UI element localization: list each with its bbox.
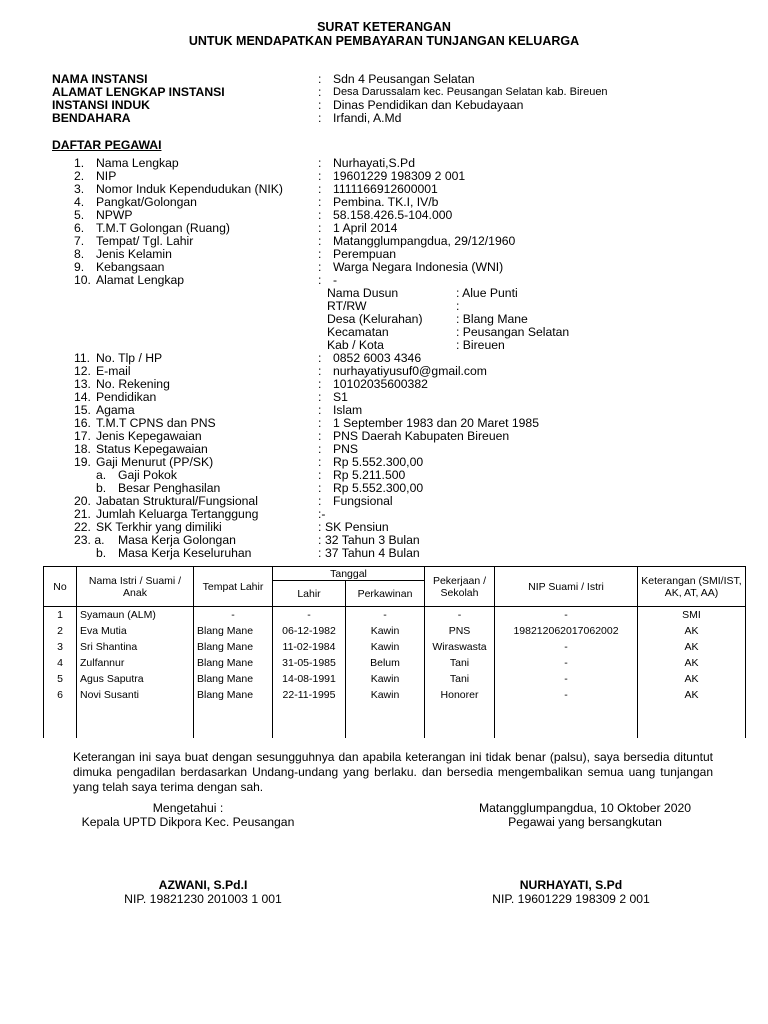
table-row	[44, 687, 746, 703]
colon: :-	[318, 507, 326, 521]
header-perkawinan: Perkawinan	[346, 581, 425, 607]
cell-pekerjaan: -	[425, 607, 495, 624]
cell-perkawinan: Kawin	[346, 687, 425, 703]
item-value: nurhayatiyusuf0@gmail.com	[333, 364, 487, 378]
cell-perkawinan: Kawin	[346, 671, 425, 687]
statement-paragraph: Keterangan ini saya buat dengan sesungguhnya dan apabila keterangan ini tidak benar (palsu), saya bersedia dituntut dimuka pengadilan berdasarkan Undang-undang yang berlaku. dan bersedia mengembalikan semua uang tunjangan yang telah saya terima dengan sah.	[73, 750, 713, 794]
header-nama: Nama Istri / Suami / Anak	[77, 567, 194, 607]
cell-nip: -	[495, 687, 638, 703]
cell-lahir: 06-12-1982	[273, 623, 346, 639]
cell-keterangan: SMI	[638, 607, 746, 624]
cell-keterangan: AK	[638, 687, 746, 703]
item-value: Rp 5.552.300,00	[333, 481, 424, 495]
colon: :	[318, 85, 322, 99]
item-number: b.	[96, 481, 107, 495]
table-row	[44, 655, 746, 671]
item-label: Pendidikan	[96, 390, 157, 404]
item-value: 32 Tahun 3 Bulan	[325, 533, 420, 547]
instansi-value: Desa Darussalam kec. Peusangan Selatan kab. Bireuen	[333, 86, 608, 98]
item-value: PNS Daerah Kabupaten Bireuen	[333, 429, 510, 443]
item-value: Nurhayati,S.Pd	[333, 156, 415, 170]
cell-nama: Agus Saputra	[77, 671, 194, 687]
item-value: 19601229 198309 2 001	[333, 169, 466, 183]
item-label: T.M.T CPNS dan PNS	[96, 416, 216, 430]
colon: :	[318, 546, 322, 560]
cell-nama: Eva Mutia	[77, 623, 194, 639]
item-label: Nama Lengkap	[96, 156, 179, 170]
item-value: Pembina. TK.I, IV/b	[333, 195, 439, 209]
sign-right-nip: NIP. 19601229 198309 2 001	[492, 892, 650, 906]
table-filler-row	[44, 703, 746, 738]
colon: :	[318, 221, 322, 235]
cell-nip: 198212062017062002	[495, 623, 638, 639]
item-label: T.M.T Golongan (Ruang)	[96, 221, 230, 235]
colon: :	[318, 520, 322, 534]
cell-pekerjaan: Honorer	[425, 687, 495, 703]
table-row	[44, 623, 746, 639]
item-label: Jenis Kelamin	[96, 247, 172, 261]
cell-pekerjaan: PNS	[425, 623, 495, 639]
instansi-row	[0, 112, 768, 125]
cell-pekerjaan: Wiraswasta	[425, 639, 495, 655]
item-number: a.	[96, 468, 107, 482]
colon: :	[318, 351, 322, 365]
item-value: Rp 5.552.300,00	[333, 455, 424, 469]
item-label: Besar Penghasilan	[118, 481, 221, 495]
item-number: 10.	[74, 273, 91, 287]
colon: :	[318, 195, 322, 209]
item-value: 58.158.426.5-104.000	[333, 208, 453, 222]
cell-perkawinan: -	[346, 607, 425, 624]
colon: :	[318, 533, 322, 547]
colon: :	[318, 429, 322, 443]
item-number: 9.	[74, 260, 85, 274]
item-label: Masa Kerja Golongan	[118, 533, 236, 547]
alamat-value: :	[456, 299, 460, 313]
colon: :	[318, 273, 322, 287]
colon: :	[318, 72, 322, 86]
alamat-label: RT/RW	[327, 299, 367, 313]
item-label: Jabatan Struktural/Fungsional	[96, 494, 258, 508]
cell-keterangan: AK	[638, 655, 746, 671]
pegawai-row	[0, 547, 768, 560]
family-table	[43, 566, 746, 738]
item-label: Jumlah Keluarga Tertanggung	[96, 507, 259, 521]
instansi-label: INSTANSI INDUK	[52, 98, 150, 112]
cell-pekerjaan: Tani	[425, 655, 495, 671]
cell-lahir: 11-02-1984	[273, 639, 346, 655]
item-label: Pangkat/Golongan	[96, 195, 197, 209]
item-value: -	[333, 273, 338, 287]
cell-tempat: Blang Mane	[194, 671, 273, 687]
item-number: 5.	[74, 208, 85, 222]
alamat-value: : Blang Mane	[456, 312, 528, 326]
cell-nip: -	[495, 671, 638, 687]
colon: :	[318, 364, 322, 378]
daftar-pegawai-heading: DAFTAR PEGAWAI	[52, 138, 162, 152]
item-value: PNS	[333, 442, 359, 456]
alamat-value: : Bireuen	[456, 338, 505, 352]
table-row	[44, 607, 746, 624]
colon: :	[318, 156, 322, 170]
alamat-label: Kecamatan	[327, 325, 389, 339]
cell-perkawinan: Belum	[346, 655, 425, 671]
item-number: 18.	[74, 442, 91, 456]
instansi-value: Sdn 4 Peusangan Selatan	[333, 72, 475, 86]
item-label: No. Rekening	[96, 377, 170, 391]
item-label: NPWP	[96, 208, 133, 222]
cell-no: 6	[44, 687, 77, 703]
item-number: 16.	[74, 416, 91, 430]
item-number: 19.	[74, 455, 91, 469]
cell-perkawinan: Kawin	[346, 639, 425, 655]
sign-right-line1: Matangglumpangdua, 10 Oktober 2020	[478, 801, 692, 815]
item-number: 6.	[74, 221, 85, 235]
item-number: 14.	[74, 390, 91, 404]
colon: :	[318, 208, 322, 222]
colon: :	[318, 182, 322, 196]
cell-no: 4	[44, 655, 77, 671]
item-value: 1 September 1983 dan 20 Maret 1985	[333, 416, 539, 430]
item-value: 1111166912600001	[333, 182, 438, 196]
item-number: 7.	[74, 234, 85, 248]
sign-right-line2: Pegawai yang bersangkutan	[508, 815, 662, 829]
item-number: 22.	[74, 520, 91, 534]
colon: :	[318, 390, 322, 404]
colon: :	[318, 403, 322, 417]
cell-nama: Syamaun (ALM)	[77, 607, 194, 624]
item-number: 11.	[74, 351, 91, 365]
cell-no: 1	[44, 607, 77, 624]
item-number: 3.	[74, 182, 85, 196]
item-number: 12.	[74, 364, 91, 378]
colon: :	[318, 442, 322, 456]
item-value: 37 Tahun 4 Bulan	[325, 546, 420, 560]
cell-lahir: -	[273, 607, 346, 624]
item-label: SK Terkhir yang dimiliki	[96, 520, 222, 534]
item-label: E-mail	[96, 364, 131, 378]
cell-nip: -	[495, 607, 638, 624]
header-no: No	[44, 567, 77, 607]
item-label: Agama	[96, 403, 135, 417]
cell-tempat: Blang Mane	[194, 639, 273, 655]
colon: :	[318, 169, 322, 183]
sign-left-line2: Kepala UPTD Dikpora Kec. Peusangan	[81, 815, 295, 829]
item-label: Tempat/ Tgl. Lahir	[96, 234, 194, 248]
table-row	[44, 639, 746, 655]
item-number: b.	[96, 546, 107, 560]
header-nip: NIP Suami / Istri	[495, 567, 638, 607]
cell-no: 3	[44, 639, 77, 655]
sign-left-line1: Mengetahui :	[152, 801, 224, 815]
item-value: S1	[333, 390, 348, 404]
sign-left-name: AZWANI, S.Pd.I	[158, 878, 248, 892]
cell-tempat: Blang Mane	[194, 623, 273, 639]
item-value: 1 April 2014	[333, 221, 398, 235]
instansi-label: NAMA INSTANSI	[52, 72, 148, 86]
cell-keterangan: AK	[638, 639, 746, 655]
instansi-value: Irfandi, A.Md	[333, 111, 402, 125]
item-value: SK Pensiun	[325, 520, 389, 534]
item-number: 4.	[74, 195, 85, 209]
item-number: 15.	[74, 403, 91, 417]
item-value: Warga Negara Indonesia (WNI)	[333, 260, 504, 274]
item-value: Rp 5.211.500	[333, 468, 406, 482]
cell-no: 5	[44, 671, 77, 687]
item-label: Gaji Pokok	[118, 468, 177, 482]
alamat-value: : Alue Punti	[456, 286, 518, 300]
alamat-label: Desa (Kelurahan)	[327, 312, 423, 326]
table-row	[44, 671, 746, 687]
item-number: 2.	[74, 169, 85, 183]
cell-no: 2	[44, 623, 77, 639]
item-number: 1.	[74, 156, 85, 170]
colon: :	[318, 377, 322, 391]
cell-nip: -	[495, 655, 638, 671]
item-number: 23. a.	[74, 533, 105, 547]
item-number: 20.	[74, 494, 91, 508]
cell-lahir: 22-11-1995	[273, 687, 346, 703]
colon: :	[318, 468, 322, 482]
colon: :	[318, 234, 322, 248]
item-label: Jenis Kepegawaian	[96, 429, 202, 443]
cell-nama: Zulfannur	[77, 655, 194, 671]
document-title: SURAT KETERANGAN	[317, 20, 451, 34]
colon: :	[318, 111, 322, 125]
colon: :	[318, 416, 322, 430]
item-label: Alamat Lengkap	[96, 273, 185, 287]
item-value: Perempuan	[333, 247, 397, 261]
item-value: Islam	[333, 403, 363, 417]
item-label: No. Tlp / HP	[96, 351, 163, 365]
header-keterangan: Keterangan (SMI/IST, AK, AT, AA)	[638, 567, 746, 607]
cell-lahir: 31-05-1985	[273, 655, 346, 671]
alamat-label: Kab / Kota	[327, 338, 384, 352]
cell-nama: Sri Shantina	[77, 639, 194, 655]
item-value: Fungsional	[333, 494, 393, 508]
colon: :	[318, 98, 322, 112]
cell-nip: -	[495, 639, 638, 655]
header-tanggal: Tanggal	[273, 567, 425, 581]
cell-pekerjaan: Tani	[425, 671, 495, 687]
instansi-label: ALAMAT LENGKAP INSTANSI	[52, 85, 225, 99]
header-tempat-lahir: Tempat Lahir	[194, 567, 273, 607]
item-label: Status Kepegawaian	[96, 442, 208, 456]
header-lahir: Lahir	[273, 581, 346, 607]
colon: :	[318, 494, 322, 508]
cell-tempat: Blang Mane	[194, 655, 273, 671]
item-number: 21.	[74, 507, 91, 521]
sign-left-nip: NIP. 19821230 201003 1 001	[124, 892, 282, 906]
item-number: 17.	[74, 429, 91, 443]
alamat-row	[0, 287, 768, 300]
alamat-label: Nama Dusun	[327, 286, 399, 300]
cell-nama: Novi Susanti	[77, 687, 194, 703]
item-label: Masa Kerja Keseluruhan	[118, 546, 252, 560]
cell-tempat: Blang Mane	[194, 687, 273, 703]
item-number: 13.	[74, 377, 91, 391]
cell-lahir: 14-08-1991	[273, 671, 346, 687]
instansi-value: Dinas Pendidikan dan Kebudayaan	[333, 98, 524, 112]
item-label: NIP	[96, 169, 117, 183]
item-value: Matangglumpangdua, 29/12/1960	[333, 234, 516, 248]
alamat-row	[0, 326, 768, 339]
colon: :	[318, 481, 322, 495]
cell-keterangan: AK	[638, 671, 746, 687]
item-label: Nomor Induk Kependudukan (NIK)	[96, 182, 283, 196]
colon: :	[318, 247, 322, 261]
header-pekerjaan: Pekerjaan / Sekolah	[425, 567, 495, 607]
sign-right-name: NURHAYATI, S.Pd	[519, 878, 623, 892]
item-number: 8.	[74, 247, 85, 261]
item-value: 0852 6003 4346	[333, 351, 422, 365]
item-label: Gaji Menurut (PP/SK)	[96, 455, 214, 469]
item-value: 10102035600382	[333, 377, 428, 391]
colon: :	[318, 455, 322, 469]
item-label: Kebangsaan	[96, 260, 165, 274]
document-subtitle: UNTUK MENDAPATKAN PEMBAYARAN TUNJANGAN KELUARGA	[188, 34, 580, 48]
instansi-label: BENDAHARA	[52, 111, 131, 125]
colon: :	[318, 260, 322, 274]
cell-keterangan: AK	[638, 623, 746, 639]
alamat-value: : Peusangan Selatan	[456, 325, 570, 339]
cell-tempat: -	[194, 607, 273, 624]
cell-perkawinan: Kawin	[346, 623, 425, 639]
